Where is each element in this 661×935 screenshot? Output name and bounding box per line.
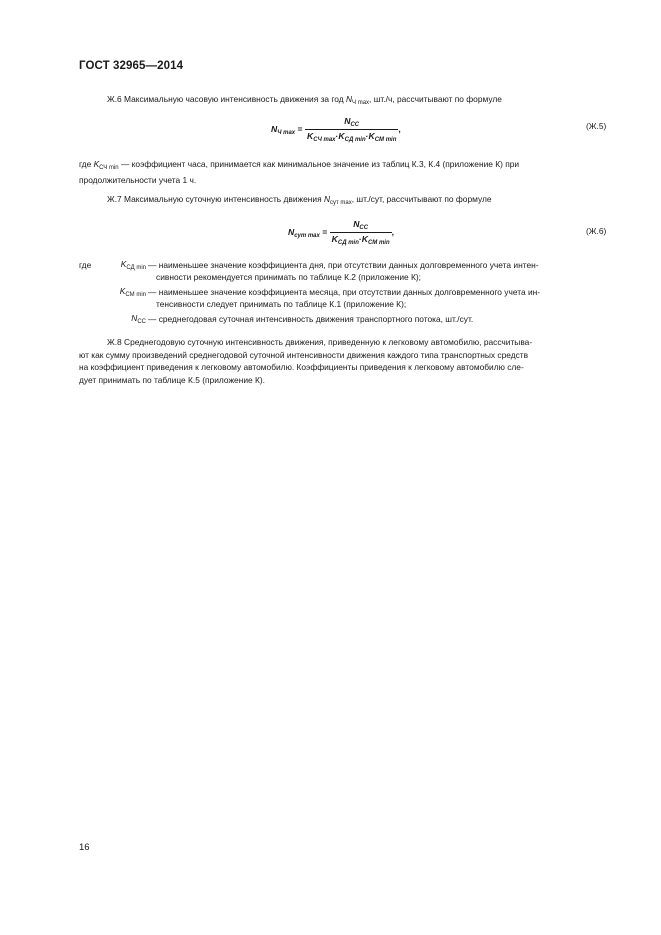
where-block-zh5 xyxy=(79,158,613,186)
definition-line: — коэффициент часа, принимается как минимальное значение из таблиц К.3, К.4 (приложение К) при xyxy=(120,159,520,169)
formula-lhs-subscript: Ч max xyxy=(277,129,296,136)
where-symbol: $K_{СМ min}$ xyxy=(119,286,146,298)
fraction xyxy=(330,219,392,246)
symbol: K xyxy=(93,159,100,169)
definition-line: продолжительности учета 1 ч. xyxy=(79,175,197,185)
symbol-subscript: сут max xyxy=(330,200,352,206)
formula-zh5: $N_{Ч max}$ = $\frac{N_{СС}}{K_{СЧ max}\cdot K_{СД min}\cdot K_{СМ min}}$ , xyxy=(271,116,401,143)
definition-item: — среднегодовая суточная интенсивность движения транспортного потока, шт./сут. xyxy=(148,314,474,324)
fraction-numerator: $N_{СС}$ xyxy=(330,219,392,233)
fraction xyxy=(305,116,398,143)
paragraph-text-end: , шт./ч, рассчитывают по формуле xyxy=(369,94,502,104)
symbol-subscript: СЧ min xyxy=(99,165,119,171)
where-symbol: $K_{СД min}$ xyxy=(120,259,146,271)
definition-item: — наименьшее значение коэффициента дня, при отсутствии данных долговременного учета интен- сивности рекомендуется принимать по таблице К.2 (приложение К); xyxy=(148,260,539,282)
paragraph-line: на коэффициент приведения к легковому автомобилю. Коэффициенты приведения к легковому автомобилю сле- xyxy=(79,362,524,372)
paragraph-zh6 xyxy=(107,93,502,110)
where-prefix: где xyxy=(79,159,92,169)
formula-lhs-subscript: сут max xyxy=(294,232,320,239)
paragraph-text-end: , шт./сут, рассчитывают по формуле xyxy=(351,194,492,204)
paragraph-line: Ж.8 Среднегодовую суточную интенсивность движения, приведенную к легковому автомобилю, рассчитыва- xyxy=(107,337,533,347)
paragraph-line: ют как сумму произведений среднегодовой суточной интенсивности движения каждого типа транспортных средств xyxy=(79,349,529,360)
symbol: N xyxy=(345,94,353,104)
standard-header: ГОСТ 32965—2014 xyxy=(79,60,184,72)
paragraph-zh7 xyxy=(107,193,492,210)
paragraph-text: Ж.7 Максимальную суточную интенсивность движения xyxy=(107,194,324,204)
formula-zh6: $N_{сут max}$ = $\frac{N_{СС}}{K_{СД min}\cdot K_{СМ min}}$ , xyxy=(288,219,395,246)
fraction-denominator: $K_{СЧ max}\cdot K_{СД min}\cdot K_{СМ min}$ xyxy=(306,131,397,143)
symbol: N xyxy=(323,194,330,204)
paragraph-zh8 xyxy=(79,336,614,386)
where-prefix: где xyxy=(79,260,92,270)
where-symbol: $N_{СС}$ xyxy=(131,313,146,325)
equation-number: (Ж.5) xyxy=(586,121,607,131)
fraction-denominator: $K_{СД min}\cdot K_{СМ min}$ xyxy=(331,234,390,246)
equation-number: (Ж.6) xyxy=(586,226,607,236)
paragraph-text: Ж.6 Максимальную часовую интенсивность движения за год xyxy=(107,94,346,104)
symbol-subscript: Ч max xyxy=(352,100,370,106)
fraction-numerator: $N_{СС}$ xyxy=(305,116,398,130)
formula-lhs: N xyxy=(271,123,278,134)
definition-item: — наименьшее значение коэффициента месяца, при отсутствии данных долговременного учета ин- тенсивности следует принимать по таблице К.1 (приложение К); xyxy=(148,287,541,309)
formula-lhs: N xyxy=(288,226,295,237)
paragraph-line: дует принимать по таблице К.5 (приложение К). xyxy=(79,374,265,385)
page-number: 16 xyxy=(79,842,90,853)
